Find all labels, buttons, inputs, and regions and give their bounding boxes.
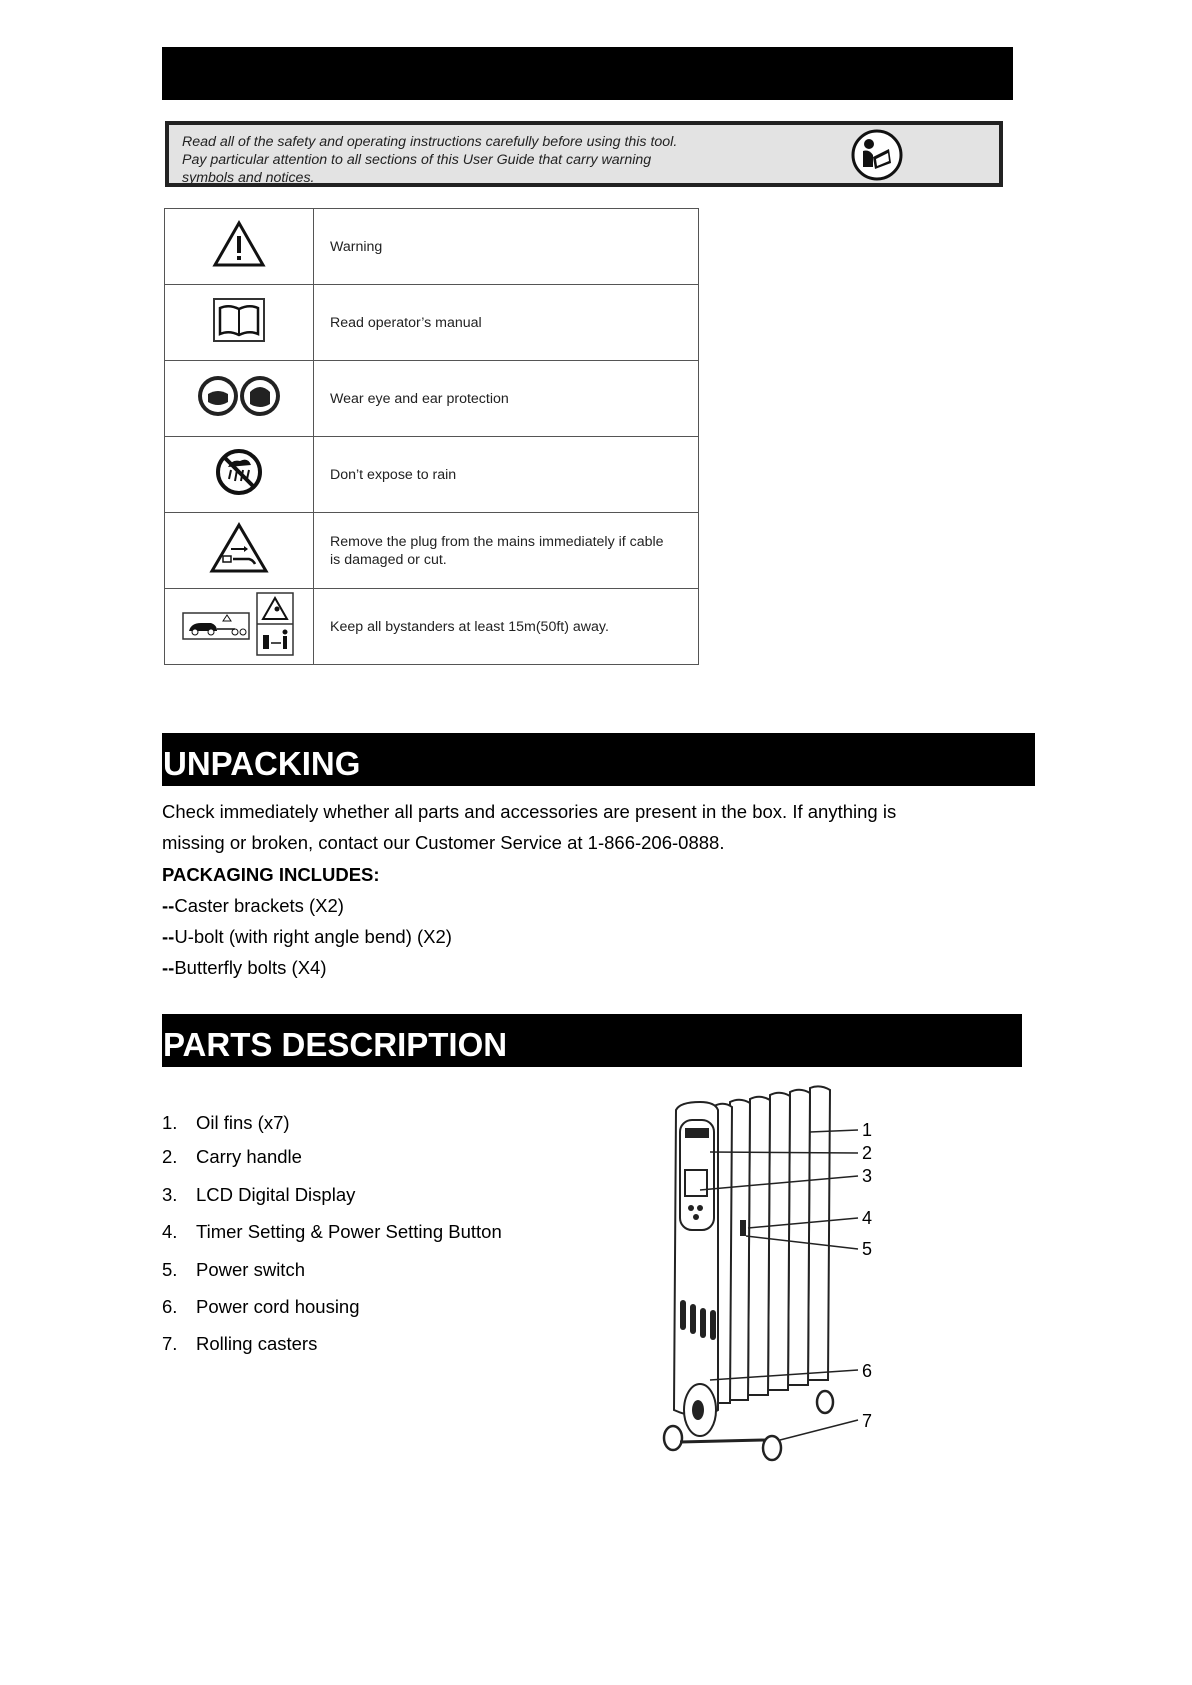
oil-radiator-heater-illustration — [640, 1080, 920, 1480]
callout-label: 3 — [862, 1166, 873, 1186]
package-item: --U-bolt (with right angle bend) (X2) — [162, 926, 452, 948]
unpacking-line: missing or broken, contact our Customer Service at 1-866-206-0888. — [162, 832, 725, 854]
safety-notice-box — [165, 121, 1003, 187]
callout-label: 4 — [862, 1208, 873, 1228]
parts-description-heading: PARTS DESCRIPTION — [163, 1026, 508, 1063]
read-manual-person-icon — [851, 129, 903, 181]
unpacking-heading-bar — [162, 733, 1035, 786]
top-header-bar — [162, 47, 1013, 100]
part-item: 1. Oil fins (x7) — [162, 1112, 290, 1133]
eye-and-ear-protection-icon — [197, 374, 281, 418]
unpacking-heading: UNPACKING — [163, 745, 361, 782]
parts-description-heading-bar — [162, 1014, 1022, 1067]
package-item: --Butterfly bolts (X4) — [162, 957, 327, 979]
part-item: 4. Timer Setting & Power Setting Button — [162, 1221, 502, 1242]
callout-label: 5 — [862, 1239, 873, 1259]
symbol-label: Read operator’s manual — [314, 285, 699, 361]
part-item: 6. Power cord housing — [162, 1296, 360, 1317]
part-item: 7. Rolling casters — [162, 1333, 318, 1354]
symbol-label: Warning — [314, 209, 699, 285]
no-rain-icon — [214, 447, 264, 497]
symbol-row — [165, 285, 699, 361]
notice-line: Read all of the safety and operating instructions carefully before using this tool. — [182, 134, 678, 150]
symbol-row — [165, 513, 699, 589]
symbol-label-line: Remove the plug from the mains immediately if cable — [330, 533, 664, 550]
unpacking-body — [162, 796, 1022, 984]
symbol-label: Wear eye and ear protection — [314, 361, 699, 437]
part-item: 5. Power switch — [162, 1259, 305, 1280]
safety-notice-text — [182, 133, 782, 187]
symbol-row — [165, 437, 699, 513]
notice-line: symbols and notices. — [182, 170, 315, 186]
symbol-row — [165, 361, 699, 437]
part-item: 2. Carry handle — [162, 1146, 302, 1167]
symbol-label: Keep all bystanders at least 15m(50ft) away. — [314, 589, 699, 665]
notice-line: Pay particular attention to all sections of this User Guide that carry warning — [182, 152, 652, 168]
callout-label: 7 — [862, 1411, 873, 1431]
package-item: --Caster brackets (X2) — [162, 894, 344, 916]
packaging-includes-heading: PACKAGING INCLUDES: — [162, 863, 380, 885]
symbol-label-line: is damaged or cut. — [330, 551, 447, 568]
safety-symbols-table — [164, 208, 699, 665]
symbol-row — [165, 589, 699, 665]
symbol-row — [165, 209, 699, 285]
unpacking-line: Check immediately whether all parts and accessories are present in the box. If anything is — [162, 801, 897, 822]
part-item: 3. LCD Digital Display — [162, 1184, 356, 1205]
callout-label: 2 — [862, 1143, 873, 1163]
open-book-icon — [211, 296, 267, 344]
symbol-label: Don’t expose to rain — [314, 437, 699, 513]
callout-label: 6 — [862, 1361, 873, 1381]
callout-label: 1 — [862, 1120, 873, 1140]
warning-triangle-icon — [211, 219, 267, 269]
unplug-triangle-icon — [209, 522, 269, 574]
bystanders-distance-icon — [181, 591, 297, 657]
